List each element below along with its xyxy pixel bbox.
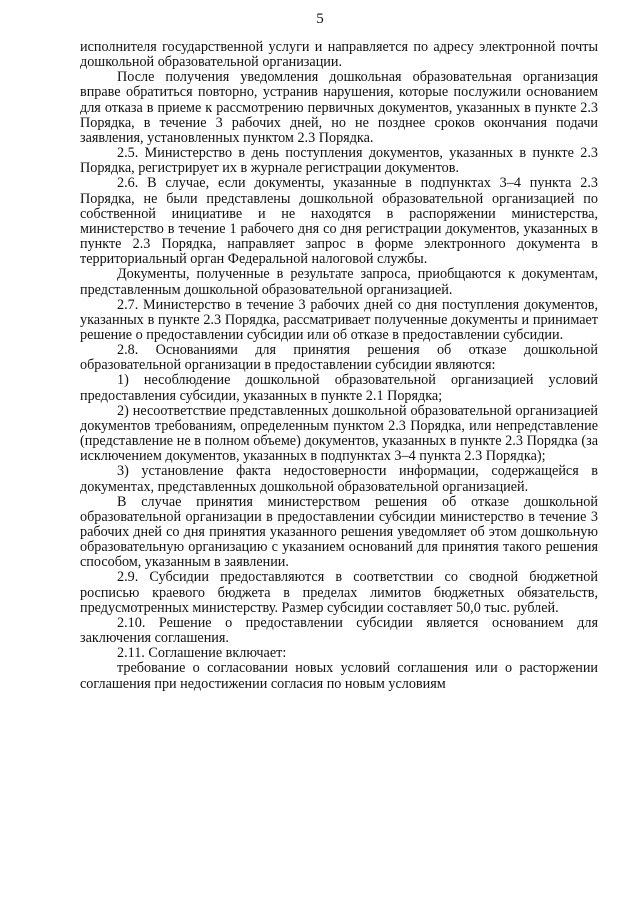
- paragraph-requirement: требование о согласовании новых условий соглашения или о расторжении соглашения при недостижении согласия по новым условиям: [80, 660, 598, 692]
- paragraph-refusal-notice: В случае принятия министерством решения об отказе дошкольной образовательной организации в предоставлении субсидии министерство в течение 3 рабочих дней со дня принятия указанного решения уведомляет об этом дошкольную образовательную организацию с указанием оснований для принятия такого решения способом, указанным в заявлении.: [80, 493, 598, 571]
- list-item-1: 1) несоблюдение дошкольной образовательной организацией условий предоставления субсидии, указанных в пункте 2.1 Порядка;: [80, 372, 598, 404]
- paragraph-2-10: 2.10. Решение о предоставлении субсидии является основанием для заключения соглашения.: [80, 614, 598, 647]
- document-body: [80, 40, 598, 692]
- paragraph-resubmission: После получения уведомления дошкольная образовательная организация вправе обратиться повторно, устранив нарушения, которые послужили основанием для отказа в приеме к рассмотрению первичных документов, указанных в пункте 2.3 Порядка, в течение 3 рабочих дней, но не позднее сроков окончания подачи заявления, установленных пунктом 2.3 Порядка.: [80, 69, 598, 146]
- paragraph-2-9: 2.9. Субсидии предоставляются в соответствии со сводной бюджетной росписью краевого бюджета в пределах лимитов бюджетных обязательств, предусмотренных министерству. Размер субсидии составляет 50,0 тыс. рублей.: [80, 569, 598, 616]
- paragraph-2-7: 2.7. Министерство в течение 3 рабочих дней со дня поступления документов, указанных в пункте 2.3 Порядка, рассматривает полученные документы и принимает решение о предоставлении субсидии или об отказе в предоставлении субсидии.: [80, 296, 598, 343]
- paragraph-documents-received: Документы, полученные в результате запроса, приобщаются к документам, представленным дошкольной образовательной организацией.: [80, 266, 598, 298]
- list-item-2: 2) несоответствие представленных дошкольной образовательной организацией документов требованиям, определенным пунктом 2.3 Порядка, или непредставление (представление не в полном объеме) документов, указанных в пункте 2.3 Порядка (за исключением документов, указанных в подпунктах 3–4 пункта 2.3 Порядка);: [80, 402, 598, 465]
- paragraph-2-6: 2.6. В случае, если документы, указанные в подпунктах 3–4 пункта 2.3 Порядка, не были представлены дошкольной образовательной организацией по собственной инициативе и не находятся в распоряжении министерства, министерство в течение 1 рабочего дня со дня регистрации документов, указанных в пункте 2.3 Порядка, направляет запрос в форме электронного документа в территориальный орган Федеральной налоговой службы.: [80, 175, 598, 268]
- paragraph-continuation: исполнителя государственной услуги и направляется по адресу электронной почты дошкольной образовательной организации.: [80, 39, 598, 71]
- paragraph-2-11: 2.11. Соглашение включает:: [117, 645, 287, 662]
- page-number: 5: [316, 11, 324, 27]
- paragraph-2-5: 2.5. Министерство в день поступления документов, указанных в пункте 2.3 Порядка, регистрирует их в журнале регистрации документов.: [80, 145, 598, 177]
- paragraph-2-8: 2.8. Основаниями для принятия решения об отказе дошкольной образовательной организации в предоставлении субсидии являются:: [80, 342, 598, 374]
- list-item-3: 3) установление факта недостоверности информации, содержащейся в документах, представленных дошкольной образовательной организацией.: [80, 463, 598, 495]
